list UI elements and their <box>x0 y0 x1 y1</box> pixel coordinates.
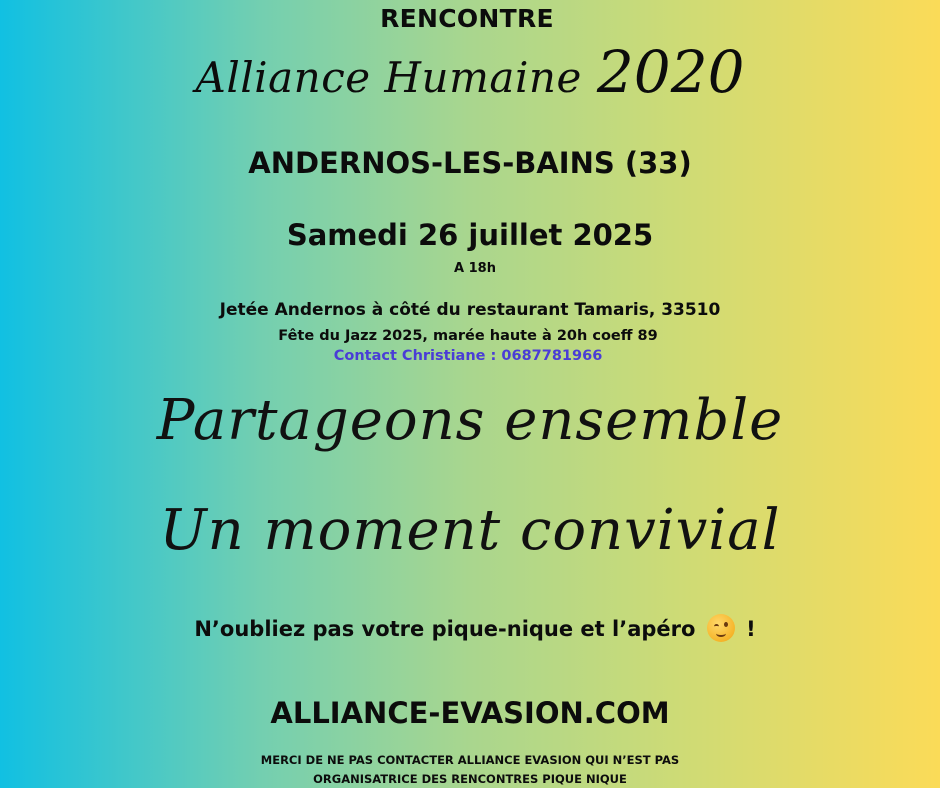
event-city: ANDERNOS-LES-BAINS (33) <box>248 146 692 180</box>
event-contact: Contact Christiane : 0687781966 <box>333 348 603 364</box>
event-kicker: RENCONTRE <box>380 4 554 33</box>
reminder-text: N’oubliez pas votre pique-nique et l’apéro <box>194 617 696 641</box>
event-info: Fête du Jazz 2025, marée haute à 20h coeff 89 <box>278 328 658 344</box>
slogan-line-1: Partageons ensemble <box>156 388 784 453</box>
title-year: 2020 <box>596 38 745 106</box>
title-script: Alliance Humaine <box>195 53 582 102</box>
winking-face-icon <box>707 614 735 642</box>
event-title <box>0 38 940 106</box>
reminder-end: ! <box>746 617 756 641</box>
event-time: A 18h <box>454 261 496 276</box>
event-venue: Jetée Andernos à côté du restaurant Tamaris, 33510 <box>219 300 721 320</box>
disclaimer-line-2: ORGANISATRICE DES RENCONTRES PIQUE NIQUE <box>313 772 627 786</box>
website-url: ALLIANCE-EVASION.COM <box>270 696 670 730</box>
event-date: Samedi 26 juillet 2025 <box>286 218 654 252</box>
slogan-line-2: Un moment convivial <box>159 498 781 563</box>
disclaimer-line-1: MERCI DE NE PAS CONTACTER ALLIANCE EVASION QUI N’EST PAS <box>260 753 680 767</box>
picnic-reminder <box>5 614 940 642</box>
